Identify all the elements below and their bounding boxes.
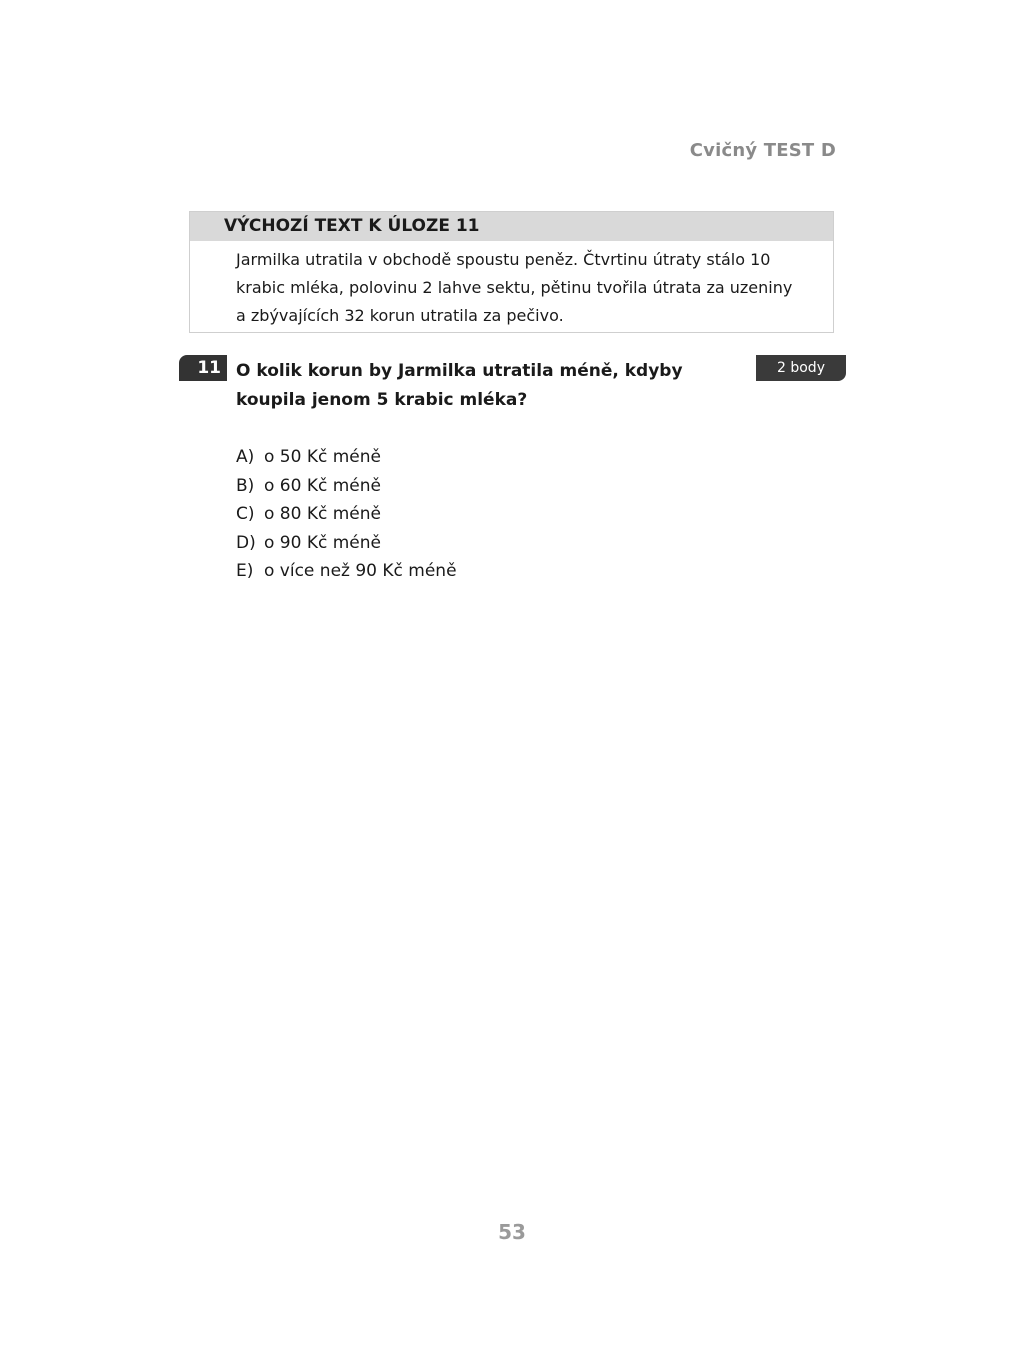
- task-number-badge: 11: [179, 355, 227, 381]
- source-text: Jarmilka utratila v obchodě spoustu peněz. Čtvrtinu útraty stálo 10 krabic mléka, polovinu 2 lahve sektu, pětinu tvořila útrata za uzeniny a zbývajících 32 korun utratila za pečivo.: [236, 250, 793, 325]
- option-text: o 50 Kč méně: [264, 447, 381, 467]
- option-letter: A): [236, 447, 255, 467]
- points-badge: 2 body: [756, 355, 846, 381]
- option-letter: D): [236, 532, 256, 553]
- option-letter: B): [236, 475, 255, 496]
- answer-option-a[interactable]: [236, 443, 457, 472]
- answer-option-c[interactable]: [236, 500, 457, 529]
- answer-option-e[interactable]: [236, 557, 457, 586]
- question-text: O kolik korun by Jarmilka utratila méně, kdyby koupila jenom 5 krabic mléka?: [236, 361, 683, 410]
- option-text: o 80 Kč méně: [264, 504, 381, 524]
- source-text-box: [189, 211, 834, 333]
- option-letter: E): [236, 561, 254, 581]
- option-letter: C): [236, 504, 255, 524]
- source-title-bar: [190, 212, 833, 241]
- source-title: VÝCHOZÍ TEXT K ÚLOZE 11: [224, 216, 480, 236]
- answer-options: [236, 443, 457, 586]
- answer-option-d[interactable]: [236, 529, 457, 558]
- page-number: 53: [498, 1220, 526, 1244]
- option-text: o více než 90 Kč méně: [264, 561, 457, 581]
- test-header-label: Cvičný TEST D: [689, 140, 836, 161]
- option-text: o 90 Kč méně: [264, 532, 381, 553]
- option-text: o 60 Kč méně: [264, 475, 381, 496]
- answer-option-b[interactable]: [236, 472, 457, 501]
